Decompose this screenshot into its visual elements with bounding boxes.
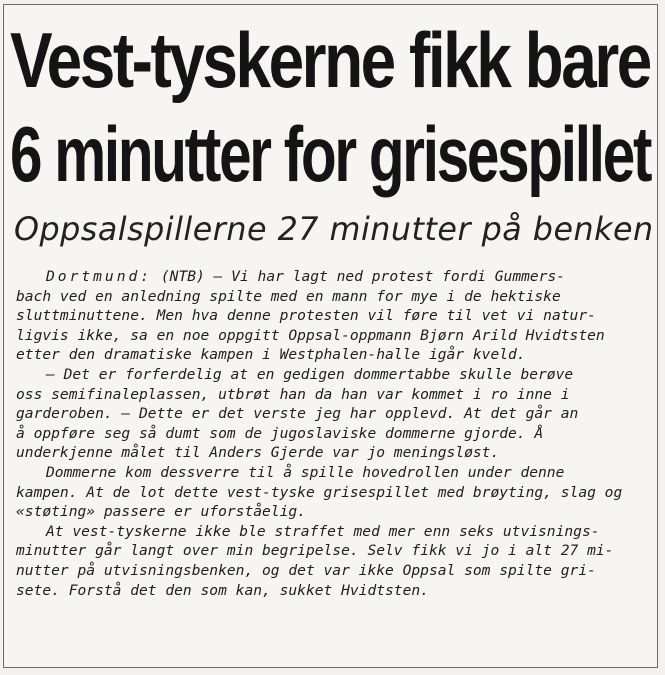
dateline: Dortmund: xyxy=(46,268,153,285)
article-body xyxy=(16,267,648,600)
text-line: At vest-tyskerne ikke ble straffet med mer enn seks utvisnings- xyxy=(46,522,600,540)
paragraph-2 xyxy=(16,365,648,463)
text-line: etter den dramatiske kampen i Westphalen-halle igår kveld. xyxy=(16,346,526,364)
text-line: kampen. At de lot dette vest-tyske grisespillet med brøyting, slag og xyxy=(16,483,623,501)
subheadline: Oppsalspillerne 27 minutter på benken xyxy=(14,210,654,248)
text-line: «støting» passere er uforståelig. xyxy=(16,503,306,521)
text-line: bach ved en anledning spilte med en mann for mye i de hektiske xyxy=(16,287,561,305)
text-line: — Vi har lagt ned protest fordi Gummers- xyxy=(204,268,566,285)
text-line: ligvis ikke, sa en noe oppgitt Oppsal-oppmann Bjørn Arild Hvidtsten xyxy=(16,326,605,344)
headline xyxy=(10,13,652,201)
text-line: minutter går langt over min begripelse. Selv fikk vi jo i alt 27 mi- xyxy=(16,542,614,560)
text-line: oss semifinaleplassen, utbrøt han da han var kommet i ro inne i xyxy=(16,385,570,403)
paragraph-4 xyxy=(16,522,648,600)
paragraph-3 xyxy=(16,463,648,522)
headline-line-2: 6 minutter for grisespillet xyxy=(10,110,651,198)
text-line: å oppføre seg så dumt som de jugoslaviske dommerne gjorde. Å xyxy=(16,424,544,442)
text-line: — Det er forferdelig at en gedigen dommertabbe skulle berøve xyxy=(46,365,574,383)
text-line: sluttminuttene. Men hva denne protesten vil føre til vet vi natur- xyxy=(16,307,596,325)
text-line: underkjenne målet til Anders Gjerde var jo meningsløst. xyxy=(16,444,500,462)
headline-line-1: Vest-tyskerne fikk bare xyxy=(10,16,650,104)
text-line: garderoben. — Dette er det verste jeg har opplevd. At det går an xyxy=(16,405,579,423)
agency: (NTB) xyxy=(160,268,205,285)
text-line: sete. Forstå det den som kan, sukket Hvidtsten. xyxy=(16,581,429,599)
text-line: Dommerne kom dessverre til å spille hovedrollen under denne xyxy=(46,463,565,481)
text-line: nutter på utvisningsbenken, og det var ikke Oppsal som spilte gri- xyxy=(16,561,596,579)
newspaper-clipping xyxy=(3,4,658,668)
paragraph-1 xyxy=(16,267,648,365)
